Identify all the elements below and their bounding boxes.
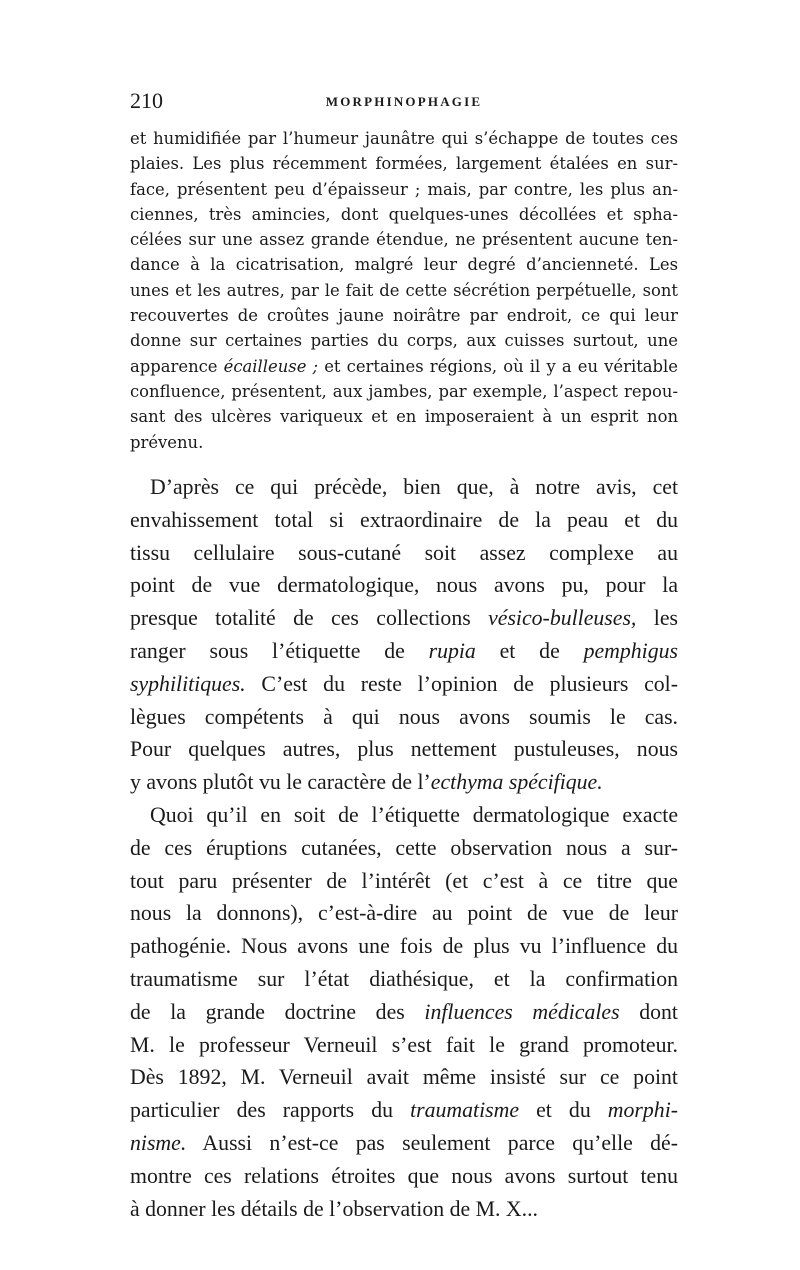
text-line bbox=[130, 404, 678, 429]
paragraph-small-print bbox=[130, 126, 678, 455]
text-line bbox=[130, 379, 678, 404]
text-segment: C’est du reste l’opinion de plusieurs col- bbox=[245, 671, 678, 696]
text-line bbox=[130, 996, 678, 1029]
text-line bbox=[130, 227, 678, 252]
text-segment: et humidifiée par l’humeur jaunâtre qui s’échappe de toutes ces bbox=[130, 129, 678, 148]
italic-text-segment: nisme. bbox=[130, 1130, 187, 1155]
italic-text-segment: influences médicales bbox=[424, 999, 620, 1024]
italic-text-segment: vésico-bulleuses, bbox=[488, 606, 637, 631]
text-segment: Quoi qu’il en soit de l’étiquette dermatologique exacte bbox=[150, 802, 678, 827]
text-segment: D’après ce qui précède, bien que, à notre avis, cet bbox=[150, 475, 678, 499]
text-segment: presque totalité de ces collections bbox=[130, 606, 489, 631]
text-segment: sant des ulcères variqueux et en imposeraient à un esprit non bbox=[130, 407, 678, 427]
text-segment: apparence bbox=[130, 356, 224, 376]
text-line bbox=[130, 430, 678, 455]
page-number: 210 bbox=[130, 88, 163, 113]
running-head bbox=[130, 88, 678, 118]
text-line bbox=[130, 1094, 678, 1127]
text-segment: à donner les détails de l’observation de M. X... bbox=[130, 1196, 538, 1221]
text-segment: Dès 1892, M. Verneuil avait même insisté sur ce point bbox=[130, 1065, 678, 1090]
text-segment: face, présentent peu d’épaisseur ; mais, par contre, les plus an- bbox=[130, 179, 678, 199]
italic-text-segment: morphi- bbox=[607, 1098, 679, 1123]
text-line bbox=[130, 668, 678, 701]
text-line bbox=[130, 537, 678, 570]
text-segment: recouvertes de croûtes jaune noirâtre par endroit, ce qui leur bbox=[130, 306, 678, 326]
text-segment: tissu cellulaire sous-cutané soit assez complexe au bbox=[130, 540, 678, 565]
text-segment: plaies. Les plus récemment formées, largement étalées en sur- bbox=[130, 154, 678, 174]
text-segment: Aussi n’est-ce pas seulement parce qu’elle dé- bbox=[186, 1130, 678, 1155]
text-line bbox=[130, 766, 678, 799]
text-line bbox=[130, 151, 678, 176]
text-line bbox=[130, 177, 678, 202]
text-segment: particulier des rapports du bbox=[130, 1098, 411, 1123]
text-segment: M. le professeur Verneuil s’est fait le grand promoteur. bbox=[130, 1032, 678, 1057]
text-line bbox=[130, 504, 678, 537]
text-line bbox=[130, 930, 678, 963]
text-segment: célées sur une assez grande étendue, ne présentent aucune ten- bbox=[130, 230, 678, 250]
text-segment: montre ces relations étroites que nous avons surtout tenu bbox=[130, 1163, 678, 1188]
text-segment: y avons plutôt vu le caractère de l’ bbox=[130, 770, 431, 795]
text-line bbox=[130, 1061, 678, 1094]
text-segment: pathogénie. Nous avons une fois de plus vu l’influence du bbox=[130, 934, 678, 959]
text-segment: et certaines régions, où il y a eu véritable bbox=[318, 356, 678, 376]
running-title: MORPHINOPHAGIE bbox=[325, 94, 483, 109]
text-line bbox=[130, 832, 678, 865]
text-segment: unes et les autres, par le fait de cette sécrétion perpétuelle, sont bbox=[130, 280, 678, 300]
text-line bbox=[130, 354, 678, 379]
text-segment: traumatisme sur l’état diathésique, et la confirmation bbox=[130, 966, 678, 991]
text-line bbox=[130, 701, 678, 734]
text-segment: de ces éruptions cutanées, cette observation nous a sur- bbox=[130, 835, 678, 860]
text-line bbox=[130, 471, 678, 504]
text-segment: confluence, présentent, aux jambes, par exemple, l’aspect repou- bbox=[130, 381, 678, 401]
text-segment: et du bbox=[519, 1098, 608, 1123]
italic-text-segment: syphilitiques. bbox=[130, 671, 246, 696]
text-segment: envahissement total si extraordinaire de la peau et du bbox=[130, 507, 678, 532]
text-segment: dance à la cicatrisation, malgré leur degré d’ancienneté. Les bbox=[130, 255, 678, 275]
text-segment: donne sur certaines parties du corps, aux cuisses surtout, une bbox=[130, 331, 678, 351]
text-segment: tout paru présenter de l’intérêt (et c’est à ce titre que bbox=[130, 868, 678, 893]
text-segment: ciennes, très amincies, dont quelques-unes décollées et spha- bbox=[130, 204, 678, 224]
text-line bbox=[130, 278, 678, 303]
italic-text-segment: pemphigus bbox=[583, 638, 679, 663]
text-segment: et de bbox=[475, 638, 584, 663]
text-line bbox=[130, 635, 678, 668]
paragraph-body bbox=[130, 471, 678, 1225]
text-line bbox=[130, 202, 678, 227]
text-segment: lègues compétents à qui nous avons soumis le cas. bbox=[130, 704, 678, 729]
text-line bbox=[130, 963, 678, 996]
text-line bbox=[130, 252, 678, 277]
text-line bbox=[130, 897, 678, 930]
text-line bbox=[130, 733, 678, 766]
text-line bbox=[130, 1160, 678, 1193]
italic-text-segment: écailleuse ; bbox=[223, 356, 319, 376]
text-line bbox=[130, 569, 678, 602]
text-segment: nous la donnons), c’est-à-dire au point de vue de leur bbox=[130, 901, 678, 926]
italic-text-segment: ecthyma spécifique. bbox=[430, 770, 603, 795]
text-segment: point de vue dermatologique, nous avons pu, pour la bbox=[130, 573, 678, 598]
text-line bbox=[130, 303, 678, 328]
text-segment: ranger sous l’étiquette de bbox=[130, 638, 429, 663]
italic-text-segment: rupia bbox=[428, 638, 476, 663]
text-line bbox=[130, 799, 678, 832]
text-segment: les bbox=[636, 606, 678, 631]
text-line bbox=[130, 1029, 678, 1062]
text-line bbox=[130, 126, 678, 151]
text-segment: dont bbox=[619, 999, 678, 1024]
italic-text-segment: traumatisme bbox=[410, 1098, 520, 1123]
text-line bbox=[130, 865, 678, 898]
text-segment: Pour quelques autres, plus nettement pustuleuses, nous bbox=[130, 737, 678, 762]
text-segment: de la grande doctrine des bbox=[130, 999, 425, 1024]
text-line bbox=[130, 1127, 678, 1160]
text-line bbox=[130, 602, 678, 635]
text-line bbox=[130, 1193, 678, 1226]
text-line bbox=[130, 328, 678, 353]
text-segment: prévenu. bbox=[130, 432, 204, 452]
